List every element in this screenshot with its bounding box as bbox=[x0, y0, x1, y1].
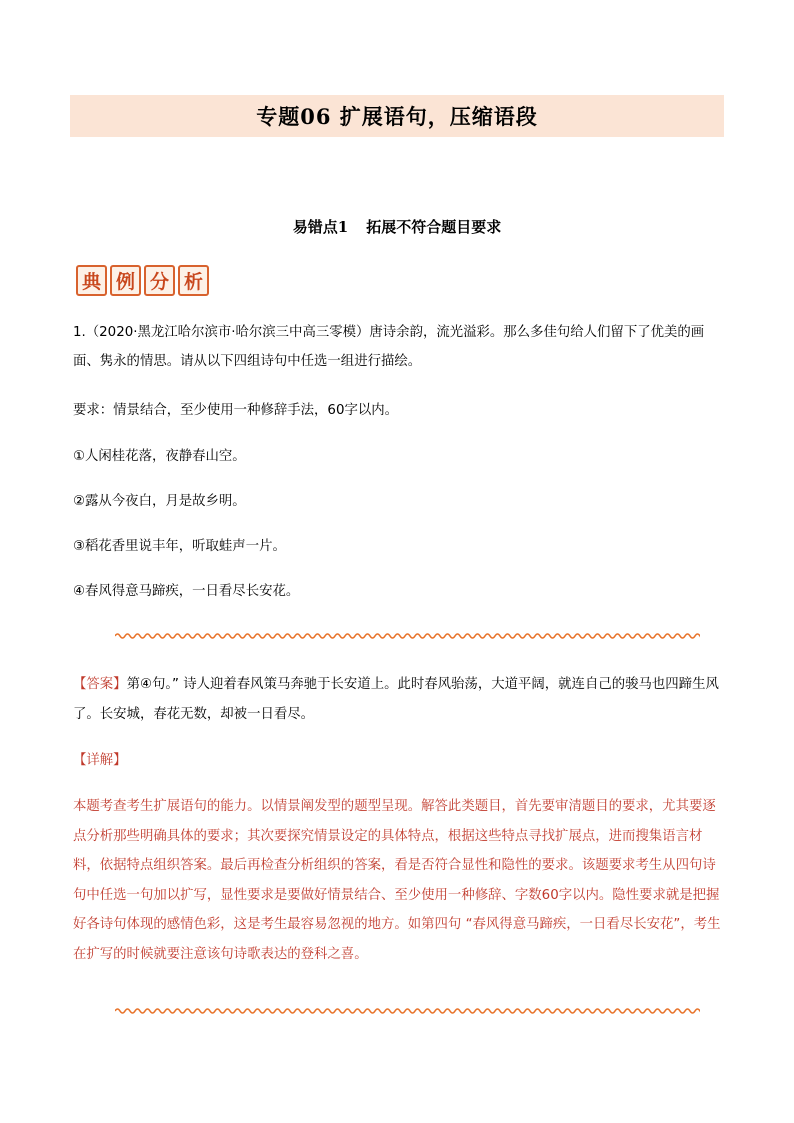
answer-block bbox=[73, 670, 723, 730]
question-text: 1.（2020·黑龙江哈尔滨市·哈尔滨三中高三零模）唐诗余韵，流光溢彩。那么多佳句给人们留下了优美的画面、隽永的情思。请从以下四组诗句中任选一组进行描绘。 bbox=[73, 325, 705, 369]
section-label: 易错点1 bbox=[292, 218, 349, 236]
detail-text: 本题考查考生扩展语句的能力。以情景阐发型的题型呈现。解答此类题目，首先要审清题目的要求，尤其要逐点分析那些明确具体的要求；其次要探究情景设定的具体特点，根据这些特点寻找扩展点，进而搜集语言材料，依据特点组织答案。最后再检查分析组织的答案，看是否符合显性和隐性的要求。该题要求考生从四句诗句中任选一句加以扩写，显性要求是要做好情景结合、至少使用一种修辞、字数60字以内。隐性要求就是把握好各诗句体现的感情色彩，这是考生最容易忽视的地方。如第四句 “春风得意马蹄疾，一日看尽长安花”，考生在扩写的时候就要注意该句诗歌表达的登科之喜。 bbox=[73, 799, 721, 962]
answer-label: 【答案】 bbox=[73, 677, 127, 692]
wavy-divider bbox=[115, 631, 700, 641]
option-item: ①人闲桂花落，夜静春山空。 bbox=[73, 449, 246, 464]
stamp-char: 例 bbox=[110, 265, 141, 296]
section-title: 拓展不符合题目要求 bbox=[366, 218, 502, 236]
page-title: 专题06 扩展语句，压缩语段 bbox=[256, 104, 538, 129]
wavy-divider bbox=[115, 1006, 700, 1016]
stamp-char: 析 bbox=[178, 265, 209, 296]
option-item: ④春风得意马蹄疾，一日看尽长安花。 bbox=[73, 584, 300, 599]
detail-label: 【详解】 bbox=[73, 753, 127, 768]
option-item: ②露从今夜白，月是故乡明。 bbox=[73, 494, 246, 509]
question-requirement: 要求：情景结合，至少使用一种修辞手法，60字以内。 bbox=[73, 403, 399, 418]
example-analysis-stamp bbox=[76, 265, 209, 296]
section-heading bbox=[0, 216, 794, 237]
option-item: ③稻花香里说丰年，听取蛙声一片。 bbox=[73, 539, 286, 554]
stamp-char: 典 bbox=[76, 265, 107, 296]
stamp-char: 分 bbox=[144, 265, 175, 296]
title-banner bbox=[70, 95, 724, 137]
answer-text: 第④句。” 诗人迎着春风策马奔驰于长安道上。此时春风骀荡，大道平阔，就连自己的骏马也四蹄生风了。长安城，春花无数，却被一日看尽。 bbox=[73, 677, 719, 722]
